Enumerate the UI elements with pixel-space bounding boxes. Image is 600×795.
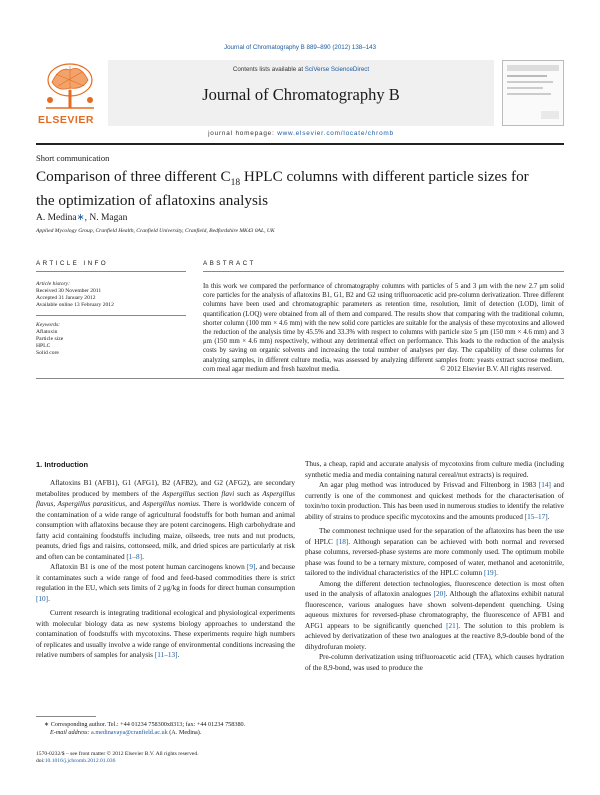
title-part1: Comparison of three different C [36, 168, 231, 185]
body-paragraph: Pre-column derivatization using trifluoroacetic acid (TFA), which causes hydration of the 8,9-bond, was used to produce the [305, 653, 564, 672]
abstract-bottom-rule [36, 378, 564, 379]
email-link[interactable]: a.medinavaya@cranfield.ac.uk [91, 729, 168, 736]
intro-heading: 1. Introduction [36, 460, 89, 469]
article-info-heading: ARTICLE INFO [36, 260, 109, 267]
journal-title: Journal of Chromatography B [202, 85, 400, 104]
corresponding-author-note: ∗ Corresponding author. Tel.: +44 01234 758300x8313; fax: +44 01234 758380. [44, 721, 246, 728]
keyword-item: Aflatoxin [36, 329, 58, 336]
header-rule [36, 143, 564, 145]
history-online: Available online 13 February 2012 [36, 302, 114, 309]
citation-link[interactable]: [20] [433, 590, 446, 598]
footnote-rule [36, 716, 96, 717]
body-paragraph: The commonest technique used for the separation of the aflatoxins has been the use of HPLC [18]. Although separation can be achieved with both normal and reversed phase columns, reversed-phase systems are more commonly used. The optimum mobile phase was found to be a ternary mixture, composed of water, methanol and acetonitrile, tailored to the individual characteristics of the HPLC column [19]. [305, 527, 564, 577]
copyright: © 2012 Elsevier B.V. All rights reserved. [440, 366, 552, 373]
body-paragraph: Thus, a cheap, rapid and accurate analysis of mycotoxins from culture media (including synthetic media and media containing natural cereal/nut extracts) is required. [305, 460, 564, 479]
citation-link[interactable]: [1–8] [126, 552, 143, 561]
journal-banner [108, 60, 494, 126]
history-accepted: Accepted 31 January 2012 [36, 295, 96, 302]
citation-link[interactable]: [9] [246, 563, 256, 571]
right-column [305, 459, 564, 673]
left-column [36, 478, 295, 661]
corresponding-mark[interactable]: ∗ [76, 213, 85, 223]
section-type: Short communication [36, 153, 110, 163]
info-divider [36, 315, 186, 316]
article-title [36, 168, 564, 210]
abstract-rule [203, 271, 564, 272]
citation-link[interactable]: [11–13] [154, 651, 178, 659]
email-note: E-mail address: a.medinavaya@cranfield.ac.uk (A. Medina). [50, 729, 202, 736]
doi-line: doi:10.1016/j.jchromb.2012.01.036 [36, 758, 116, 764]
citation-link[interactable]: [15–17] [524, 512, 548, 521]
citation-link[interactable]: [19] [484, 569, 497, 577]
history-label: Article history: [36, 281, 71, 287]
contents-line [108, 66, 494, 73]
keyword-item: HPLC [36, 343, 51, 350]
author-magan[interactable]: N. Magan [89, 213, 128, 223]
info-rule [36, 271, 186, 272]
publisher-name: ELSEVIER [38, 114, 94, 126]
contents-prefix: Contents lists available at [232, 66, 305, 73]
author-medina[interactable]: A. Medina [36, 213, 77, 223]
title-line2: the optimization of aflatoxins analysis [36, 192, 268, 210]
intro-paragraph: Current research is integrating traditional ecological and physiological experiments with molecular biology data as new systems biology approaches to understand the contamination of foodstuffs with mycotoxins. These experiments require high numbers of replicates and usually involve a wide range of environmental conditions increasing the relative numbers of samples for analysis [11–13]. [36, 609, 295, 659]
abstract-text: In this work we compared the performance of chromatography columns with particles of 5 and 3 μm with the new 2.7 μm solid core particles for the analysis of aflatoxins B1, G1, B2 and G2 using trifluoroacetic acid pre-column derivatization. Three different columns have been used and chromatographic parameters as retention time, resolution, limit of detection (LOD), limit of quantification (LOQ) were obtained from all of them and compared. The results show that comparing with the traditional column, shorter column (100 mm × 4.6 mm) with the new solid core particles are suitable for the analysis of these mycotoxins and allowed the reduction of the analysis time by 45.5% and 33.3% with respect to columns with particle size 5 μm (150 mm × 4.6 mm) and 3 μm (150 mm × 4.6 mm) respectively, without any detrimental effect on performance. This leads to the reduction of the analysis costs by saving on organic solvents and increasing the total number of analyses per day. The capability of these columns for analyzing samples, in different culture media, was assessed by analyzing different samples from: yeasts extract sucrose medium, corn meal agar medium and fresh hazelnut media. [203, 283, 564, 373]
journal-header [36, 58, 564, 128]
issn-line: 1570-0232/$ – see front matter © 2012 Elsevier B.V. All rights reserved. [36, 751, 199, 757]
intro-paragraph: Aflatoxins B1 (AFB1), G1 (AFG1), B2 (AFB2), and G2 (AFG2), are secondary metabolites produced by members of the Aspergillus section flavi such as Aspergillus flavus, Aspergillus parasiticus, and Aspergillus nomius. There is worldwide concern of the contamination of a wide range of agricultural foodstuffs for both human and animal consumption with aflatoxins because they are potent carcinogens. High carbohydrate and fatty acid containing foodstuffs including maize, oilseeds, tree nuts and nut products, peanuts, dried figs and raisins, cottonseed, milk, and dried spices are particularly at risk and often can be contaminated [1–8]. [36, 479, 295, 561]
abstract-heading: ABSTRACT [203, 260, 256, 267]
footer [36, 751, 336, 765]
keywords [36, 322, 186, 357]
sciencedirect-link[interactable]: SciVerse ScienceDirect [304, 66, 370, 73]
elsevier-logo [36, 60, 104, 126]
footnote [44, 721, 300, 737]
title-subscript: 18 [230, 178, 241, 189]
history-received: Received 30 November 2011 [36, 288, 102, 295]
cover-image-icon [503, 61, 563, 125]
citation-link[interactable]: [21] [446, 621, 459, 630]
authors [36, 212, 127, 223]
elsevier-tree-icon [36, 60, 104, 114]
intro-paragraph: Aflatoxin B1 is one of the most potent human carcinogens known [9], and because it contaminates such a wide range of food and feed-based commodities there is strict regulation in the EU, which sets limits of 2 μg/kg in foods for direct human consumption [10]. [36, 563, 295, 603]
citation-link[interactable]: [10] [36, 594, 49, 603]
article-history [36, 281, 186, 309]
citation-link[interactable]: [14] [538, 481, 551, 489]
keywords-label: Keywords: [36, 322, 61, 328]
journal-citation[interactable]: Journal of Chromatography B 889–890 (2012) 138–143 [223, 44, 377, 51]
keyword-item: Solid core [36, 350, 59, 357]
author-separator: , [84, 213, 90, 223]
citation-link[interactable]: [18] [336, 537, 349, 546]
affiliation: Applied Mycology Group, Cranfield Health, Cranfield University, Cranfield, Bedfordshire MK43 0AL, UK [36, 228, 275, 234]
homepage-link[interactable]: www.elsevier.com/locate/chromb [277, 130, 394, 137]
body-paragraph: Among the different detection technologies, fluorescence detection is most often used in the analysis of aflatoxin analogues [20]. Although the aflatoxins exhibit natural fluorescence, various analogues have shown solvent-dependent quenching. Using aqueous mixtures for reversed-phase chromatography, the fluorescence of AFB1 and AFG1 appears to be significantly quenched [21]. The solution to this problem is achieved by derivatization of these two analogues at the reactive 8,9-double bond of the dihydrofuran moiety. [305, 579, 564, 651]
doi-link[interactable]: 10.1016/j.jchromb.2012.01.036 [44, 758, 116, 764]
body-paragraph: An agar plug method was introduced by Frisvad and Filtenborg in 1983 [14] and currently is one of the commonest and quickest methods for the characterisation of toxin/no toxin production. This has been used in numerous studies to identify the relative ability of strains to produce specific mycotoxins and the amounts produced [15–17]. [305, 481, 564, 521]
journal-cover-thumbnail [502, 60, 564, 126]
homepage-prefix: journal homepage: [208, 130, 278, 137]
title-part2: HPLC columns with different particle sizes for [240, 168, 529, 185]
keyword-item: Particle size [36, 336, 64, 343]
